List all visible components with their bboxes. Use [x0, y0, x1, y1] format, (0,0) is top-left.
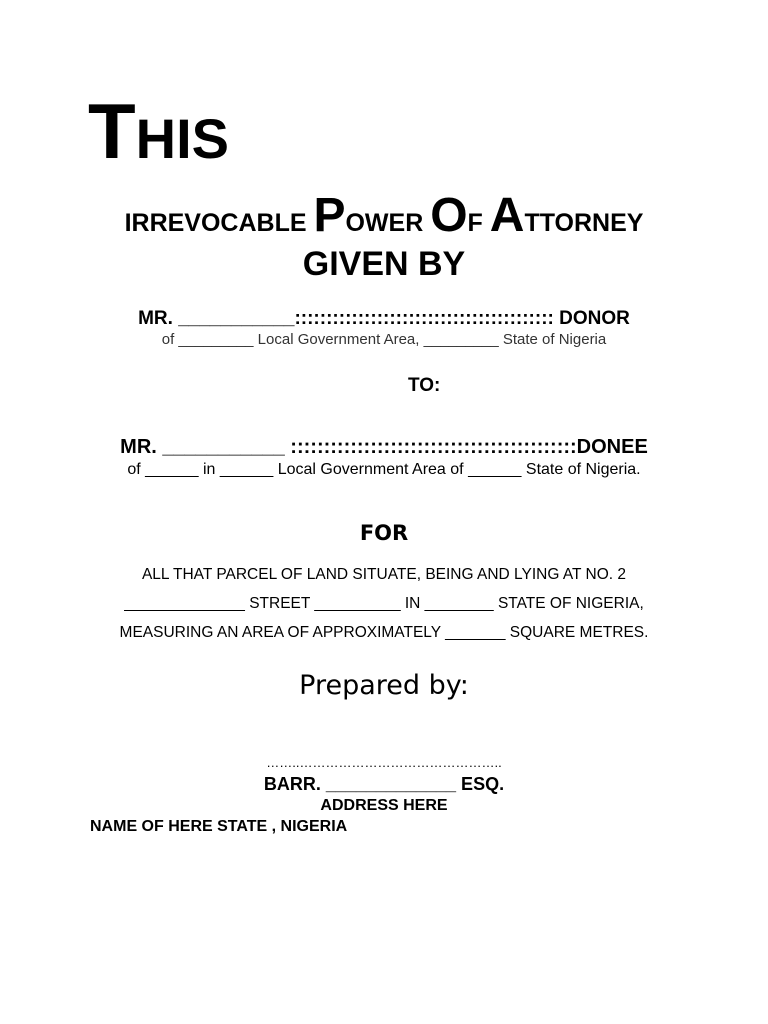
property-description-line: MEASURING AN AREA OF APPROXIMATELY _______ SQUARE METRES. [119, 624, 649, 641]
property-description-line: ______________ STREET __________ IN ________ STATE OF NIGERIA, [124, 595, 644, 612]
barrister-name: BARR. _____________ ESQ. [263, 774, 505, 794]
title-part: TTORNEY [524, 209, 644, 237]
donor-line: MR. ___________::::::::::::::::::::::::::::::::::::::::: DONOR [138, 308, 630, 329]
donee-address: of ______ in ______ Local Government Area of ______ State of Nigeria. [127, 461, 641, 478]
title-part: OWER [345, 209, 431, 237]
heading-rest: HIS [135, 107, 230, 170]
signature-line: ……..……………………………………….. [266, 755, 502, 770]
given-by-heading: GIVEN BY [302, 245, 466, 283]
donor-address: of _________ Local Government Area, _________ State of Nigeria [161, 331, 607, 348]
title-part: F [467, 209, 490, 237]
document-heading-this [88, 87, 230, 175]
property-description-line: ALL THAT PARCEL OF LAND SITUATE, BEING AND LYING AT NO. 2 [141, 566, 627, 583]
heading-initial: T [88, 87, 136, 175]
prepared-by-label: Prepared by: [299, 670, 469, 701]
donee-line: MR. ___________ :::::::::::::::::::::::::::::::::::::::::::DONEE [120, 436, 648, 458]
title-part: A [489, 189, 525, 242]
barrister-state: NAME OF HERE STATE , NIGERIA [90, 818, 348, 835]
document-title [0, 189, 768, 242]
for-label: FOR [359, 521, 409, 545]
title-part: O [430, 189, 468, 242]
to-label: TO: [408, 375, 441, 396]
title-part: P [313, 189, 346, 242]
barrister-address: ADDRESS HERE [320, 797, 448, 814]
title-part: IRREVOCABLE [124, 209, 314, 237]
